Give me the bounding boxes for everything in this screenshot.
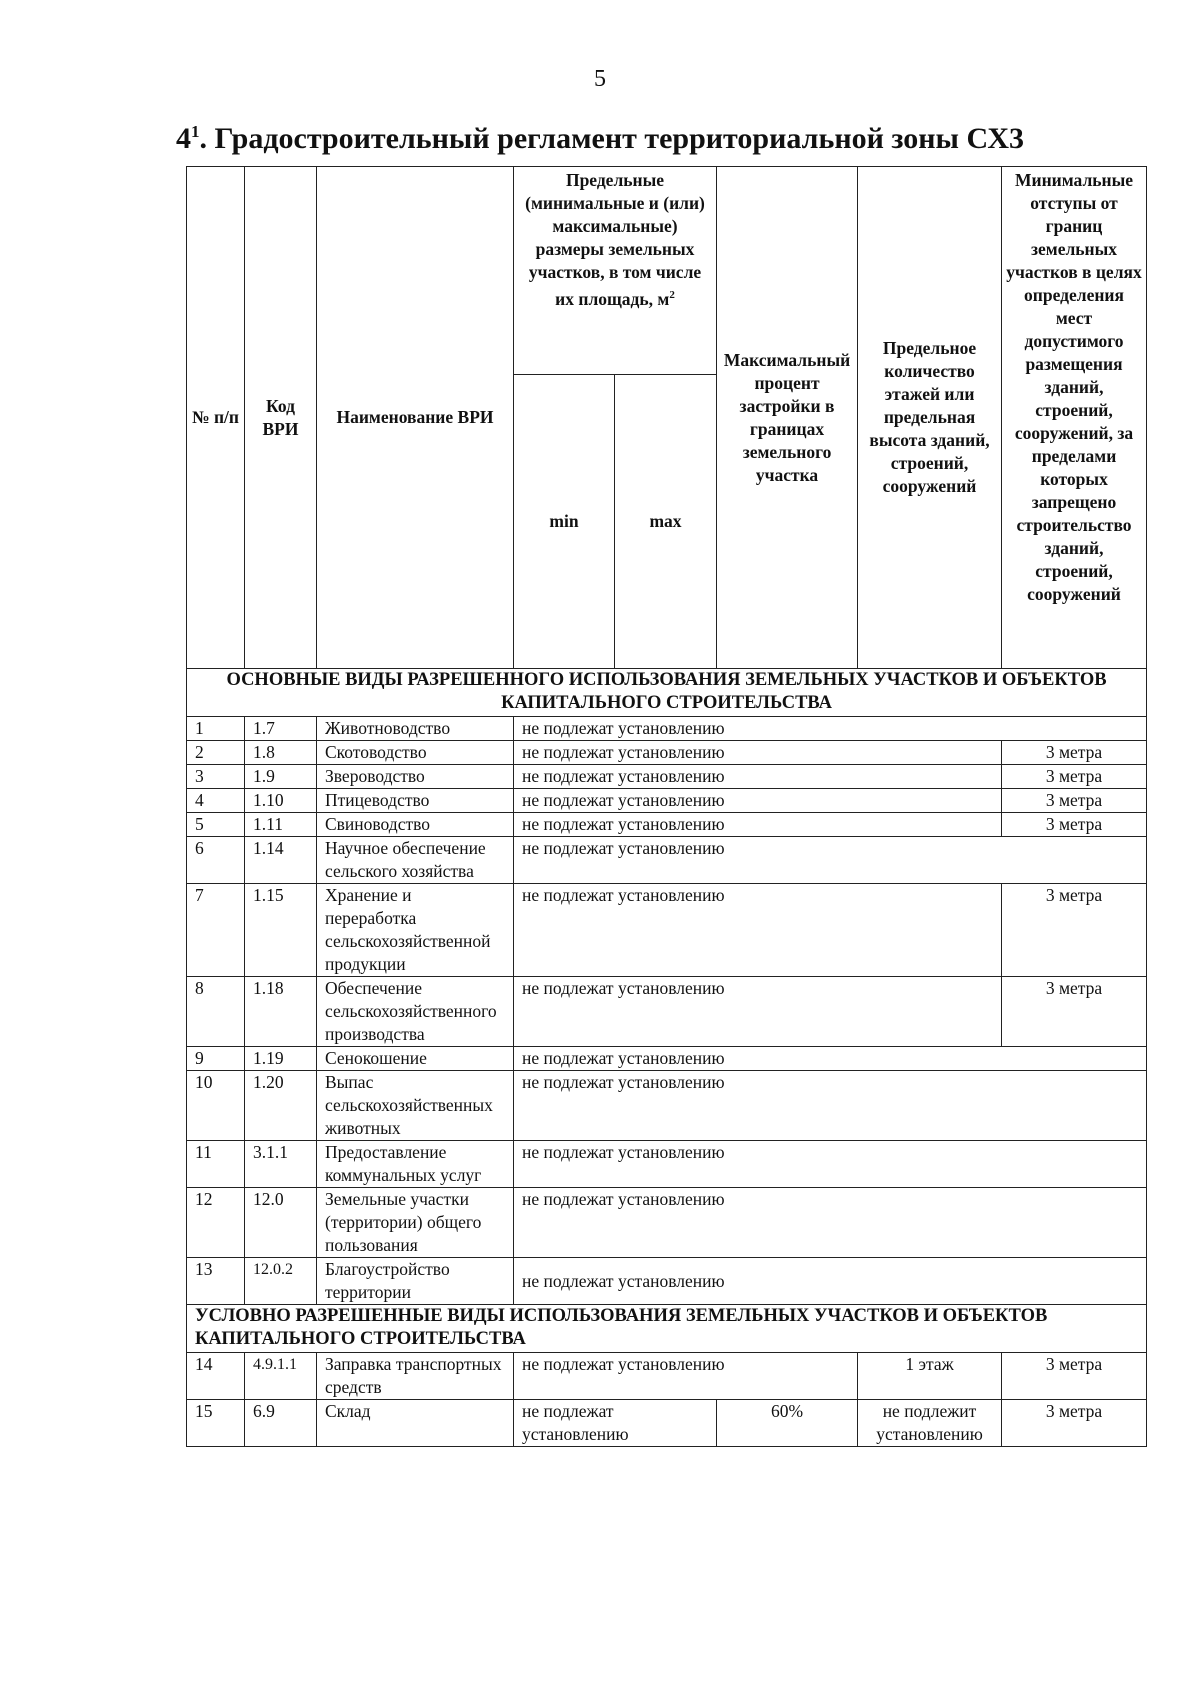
row-name: Склад	[317, 1400, 514, 1447]
table-row	[187, 884, 1147, 977]
table-row	[187, 813, 1147, 837]
header-floors: Предельное количество этажей или предельная высота зданий, строений, сооружений	[858, 167, 1002, 669]
row-params: не подлежат установлению	[514, 1141, 1147, 1188]
row-setback: 3 метра	[1002, 741, 1147, 765]
row-params: не подлежат установлению	[514, 1353, 858, 1400]
row-name: Птицеводство	[317, 789, 514, 813]
row-num: 4	[187, 789, 245, 813]
row-name: Скотоводство	[317, 741, 514, 765]
row-code: 1.20	[245, 1071, 317, 1141]
row-setback: 3 метра	[1002, 813, 1147, 837]
row-params: не подлежат установлению	[514, 884, 1002, 977]
row-code: 12.0.2	[245, 1258, 317, 1305]
row-num: 8	[187, 977, 245, 1047]
header-name: Наименование ВРИ	[317, 167, 514, 669]
table-row	[187, 1353, 1147, 1400]
row-num: 10	[187, 1071, 245, 1141]
row-name: Научное обеспечение сельского хозяйства	[317, 837, 514, 884]
row-setback: 3 метра	[1002, 884, 1147, 977]
table-row	[187, 977, 1147, 1047]
row-name: Выпас сельскохозяйственных животных	[317, 1071, 514, 1141]
row-code: 3.1.1	[245, 1141, 317, 1188]
row-setback: 3 метра	[1002, 789, 1147, 813]
row-floors: не подлежит установлению	[858, 1400, 1002, 1447]
table-row	[187, 717, 1147, 741]
row-code: 1.7	[245, 717, 317, 741]
row-num: 12	[187, 1188, 245, 1258]
row-sizes: не подлежат установлению	[514, 1400, 717, 1447]
table-row	[187, 1258, 1147, 1305]
row-code: 1.15	[245, 884, 317, 977]
title-superscript: 1	[190, 122, 200, 141]
row-code: 1.18	[245, 977, 317, 1047]
row-num: 2	[187, 741, 245, 765]
row-num: 14	[187, 1353, 245, 1400]
row-setback: 3 метра	[1002, 1400, 1147, 1447]
row-setback: 3 метра	[1002, 1353, 1147, 1400]
header-sizes-text: Предельные (минимальные и (или) максимальные) размеры земельных участков, в том числе их площадь, м	[525, 170, 705, 309]
page-number: 5	[594, 66, 606, 92]
row-params: не подлежат установлению	[514, 1188, 1147, 1258]
row-code: 1.9	[245, 765, 317, 789]
row-params: не подлежат установлению	[514, 977, 1002, 1047]
row-params: не подлежат установлению	[514, 765, 1002, 789]
row-name: Благоустройство территории	[317, 1258, 514, 1305]
title-text: . Градостроительный регламент территориальной зоны СХ3	[199, 122, 1025, 155]
table-row	[187, 837, 1147, 884]
row-name: Обеспечение сельскохозяйственного производства	[317, 977, 514, 1047]
row-setback: 3 метра	[1002, 977, 1147, 1047]
section-conditional-title: УСЛОВНО РАЗРЕШЕННЫЕ ВИДЫ ИСПОЛЬЗОВАНИЯ ЗЕМЕЛЬНЫХ УЧАСТКОВ И ОБЪЕКТОВ КАПИТАЛЬНОГО СТРОИТЕЛЬСТВА	[187, 1305, 1147, 1353]
row-floors: 1 этаж	[858, 1353, 1002, 1400]
row-num: 5	[187, 813, 245, 837]
row-params: не подлежат установлению	[514, 741, 1002, 765]
row-params: не подлежат установлению	[514, 837, 1147, 884]
header-num: № п/п	[187, 167, 245, 669]
row-name: Животноводство	[317, 717, 514, 741]
row-name: Хранение и переработка сельскохозяйственной продукции	[317, 884, 514, 977]
header-setback: Минимальные отступы от границ земельных участков в целях определения мест допустимого размещения зданий, строений, сооружений, за пределами которых запрещено строительство зданий, строений, сооружений	[1002, 167, 1147, 669]
row-name: Свиноводство	[317, 813, 514, 837]
table-row	[187, 1141, 1147, 1188]
regulation-table	[186, 166, 1147, 1447]
row-params: не подлежат установлению	[514, 717, 1147, 741]
header-sizes	[514, 167, 717, 375]
row-setback: 3 метра	[1002, 765, 1147, 789]
table-row	[187, 1047, 1147, 1071]
row-params: не подлежат установлению	[514, 1071, 1147, 1141]
row-num: 1	[187, 717, 245, 741]
row-num: 7	[187, 884, 245, 977]
table-row	[187, 1071, 1147, 1141]
row-code: 6.9	[245, 1400, 317, 1447]
header-max: max	[615, 375, 717, 669]
row-params: не подлежат установлению	[514, 789, 1002, 813]
header-sizes-sup: 2	[669, 289, 675, 301]
row-code: 4.9.1.1	[245, 1353, 317, 1400]
header-code: Код ВРИ	[245, 167, 317, 669]
row-num: 3	[187, 765, 245, 789]
title-number: 4	[175, 122, 191, 155]
row-params: не подлежат установлению	[514, 813, 1002, 837]
row-params: не подлежат установлению	[514, 1047, 1147, 1071]
header-min: min	[514, 375, 615, 669]
table-row	[187, 789, 1147, 813]
row-name: Сенокошение	[317, 1047, 514, 1071]
page-title	[0, 122, 1200, 156]
table-row	[187, 741, 1147, 765]
row-code: 1.14	[245, 837, 317, 884]
table-row	[187, 765, 1147, 789]
table-row	[187, 1188, 1147, 1258]
row-name: Предоставление коммунальных услуг	[317, 1141, 514, 1188]
table-row	[187, 1400, 1147, 1447]
row-code: 1.11	[245, 813, 317, 837]
row-params: не подлежат установлению	[514, 1258, 1147, 1305]
row-num: 15	[187, 1400, 245, 1447]
row-num: 11	[187, 1141, 245, 1188]
row-name: Земельные участки (территории) общего пользования	[317, 1188, 514, 1258]
row-num: 9	[187, 1047, 245, 1071]
header-percent: Максимальный процент застройки в границах земельного участка	[717, 167, 858, 669]
row-name: Заправка транспортных средств	[317, 1353, 514, 1400]
row-code: 1.19	[245, 1047, 317, 1071]
row-num: 13	[187, 1258, 245, 1305]
row-percent: 60%	[717, 1400, 858, 1447]
section-main-title: ОСНОВНЫЕ ВИДЫ РАЗРЕШЕННОГО ИСПОЛЬЗОВАНИЯ ЗЕМЕЛЬНЫХ УЧАСТКОВ И ОБЪЕКТОВ КАПИТАЛЬНОГО СТРОИТЕЛЬСТВА	[187, 669, 1147, 717]
row-code: 1.10	[245, 789, 317, 813]
row-code: 12.0	[245, 1188, 317, 1258]
row-name: Звероводство	[317, 765, 514, 789]
row-code: 1.8	[245, 741, 317, 765]
row-num: 6	[187, 837, 245, 884]
